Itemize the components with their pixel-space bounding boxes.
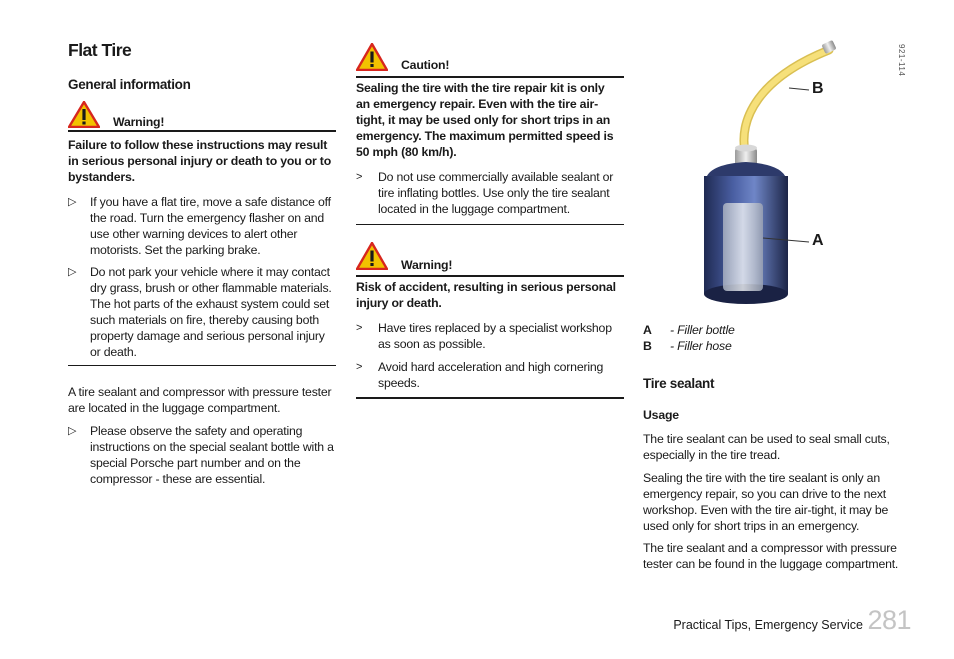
list-item-text: Do not use commercially available sealant or tire inflating bottles. Use only the tire sealant located in the luggage compartment. (378, 170, 614, 216)
list-item-text: Avoid hard acceleration and high cornering speeds. (378, 360, 604, 390)
list-marker-icon: > (356, 322, 363, 334)
list-marker-icon: ▷ (68, 425, 77, 437)
legend-value: - Filler bottle (670, 323, 735, 337)
paragraph: The tire sealant and a compressor with pressure tester can be found in the luggage compartment. (643, 541, 899, 571)
list-item-text: Do not park your vehicle where it may contact dry grass, brush or other flammable materials. The hot parts of the exhaust system could set such materials on fire, thereby causing both property damage and serious personal injury or death. (90, 265, 332, 359)
bottle-drawing (661, 38, 921, 310)
list-marker-icon: > (356, 361, 363, 373)
legend-key: A (643, 323, 652, 337)
page-title: Flat Tire (68, 40, 132, 60)
warning-triangle-icon (356, 242, 388, 270)
warning-label: Warning! (113, 115, 165, 129)
subheading-usage: Usage (643, 408, 679, 422)
list-item-text: If you have a flat tire, move a safe distance off the road. Turn the emergency flasher on and use other warning devices to alert other motorists. Set the parking brake. (90, 195, 331, 257)
page-number: 281 (867, 605, 911, 635)
legend-value: - Filler hose (670, 339, 732, 353)
warning-label: Warning! (401, 258, 453, 272)
list-item (356, 359, 624, 391)
callout-b-label: B (812, 80, 824, 97)
list-marker-icon: ▷ (68, 196, 77, 208)
callout-a-label: A (812, 232, 824, 249)
warning-triangle-icon (68, 101, 100, 128)
intro-paragraph: A tire sealant and compressor with pressure tester are located in the luggage compartment. (68, 385, 332, 415)
warning-text: Failure to follow these instructions may result in serious personal injury or death to you or to bystanders. (68, 138, 332, 184)
legend-row (643, 322, 735, 338)
legend-row (643, 338, 732, 354)
warning-top-rule (356, 275, 624, 277)
list-item (68, 194, 336, 258)
caution-label: Caution! (401, 58, 450, 72)
sealant-bottle-illustration (661, 38, 921, 310)
caution-bottom-rule (356, 224, 624, 225)
warning-bottom-rule (68, 365, 336, 366)
paragraph: Sealing the tire with the tire sealant is only an emergency repair, so you can drive to the next workshop. Even with the tire air-tight, it may be used only for short trips in an emergency. (643, 471, 889, 533)
warning-top-rule (68, 130, 336, 132)
list-marker-icon: ▷ (68, 266, 77, 278)
legend-key: B (643, 339, 652, 353)
paragraph: The tire sealant can be used to seal small cuts, especially in the tire tread. (643, 432, 890, 462)
section-heading-tire-sealant: Tire sealant (643, 376, 715, 391)
warning-text: Risk of accident, resulting in serious personal injury or death. (356, 280, 616, 310)
list-item-text: Please observe the safety and operating instructions on the special sealant bottle with a special Porsche part number and on the compressor - these are essential. (90, 424, 334, 486)
list-item (68, 423, 336, 487)
list-item (68, 264, 336, 360)
warning-bottom-rule (356, 397, 624, 399)
caution-top-rule (356, 76, 624, 78)
caution-text: Sealing the tire with the tire repair kit is only an emergency repair. Even with the tire air-tight, it may be used only for short trips in an emergency. The maximum permitted speed is 50 mph (80 km/h). (356, 81, 614, 159)
section-heading-general-information: General information (68, 77, 191, 92)
list-item (356, 169, 624, 217)
footer-section-label: Practical Tips, Emergency Service (673, 618, 863, 632)
list-item-text: Have tires replaced by a specialist workshop as soon as possible. (378, 321, 612, 351)
caution-triangle-icon (356, 43, 388, 71)
figure-code: 921-114 (897, 44, 906, 77)
page-footer (673, 605, 911, 636)
list-item (356, 320, 624, 352)
list-marker-icon: > (356, 171, 363, 183)
